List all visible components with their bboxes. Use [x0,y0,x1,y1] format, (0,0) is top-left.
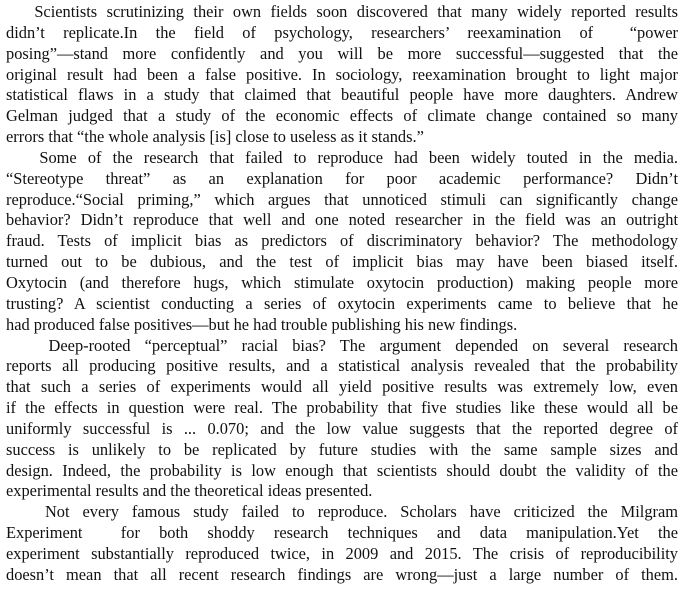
text-line: success is unlikely to be replicated by future studies with the same sample sizes and [6,439,678,459]
text-line: Scientists scrutinizing their own fields soon discovered that many widely reported results [6,2,678,21]
text-line: behavior? Didn’t reproduce that well and one noted researcher in the field was an outright [6,210,678,230]
text-line: statistical flaws in a study that claimed that beautiful people have more daughters. Andrew [6,85,678,105]
text-line: uniformly successful is ... 0.070; and the low value suggests that the reported degree of [6,418,678,438]
text-line: reproduce.“Social priming,” which argues that unnoticed stimuli can significantly change [6,189,678,209]
text-line: reports all producing positive results, and a statistical analysis revealed that the probability [6,356,678,376]
text-line: turned out to be dubious, and the test of implicit bias may have been biased itself. [6,252,678,272]
document-body [6,2,678,586]
text-line: if the effects in question were real. The probability that five studies like these would all be [6,398,678,418]
text-line: trusting? A scientist conducting a series of oxytocin experiments came to believe that he [6,293,678,313]
paragraph-3 [6,336,678,503]
text-line: posing”—stand more confidently and you will be more successful—suggested that the [6,43,678,63]
text-line: doesn’t mean that all recent research findings are wrong—just a large number of them. [6,564,678,584]
text-line: Gelman judged that a study of the economic effects of climate change contained so many [6,106,678,126]
paragraph-1 [6,2,678,148]
text-line: experimental results and the theoretical ideas presented. [6,481,373,501]
text-line: Experiment for both shoddy research techniques and data manipulation.Yet the [6,523,678,543]
paragraph-2 [6,148,678,336]
text-line: fraud. Tests of implicit bias as predictors of discriminatory behavior? The methodology [6,231,678,251]
text-line: Not every famous study failed to reproduce. Scholars have criticized the Milgram [6,502,678,522]
text-line: original result had been a false positive. In sociology, reexamination brought to light major [6,64,678,84]
text-line: Oxytocin (and therefore hugs, which stimulate oxytocin production) making people more [6,272,678,292]
text-line: had produced false positives—but he had trouble publishing his new findings. [6,314,518,334]
text-line: experiment substantially reproduced twice, in 2009 and 2015. The crisis of reproducibility [6,543,678,563]
paragraph-4 [6,502,678,585]
text-line: “Stereotype threat” as an explanation for poor academic performance? Didn’t [6,168,678,188]
text-line: Some of the research that failed to reproduce had been widely touted in the media. [6,147,678,167]
text-line: errors that “the whole analysis [is] close to useless as it stands.” [6,127,424,147]
text-line: Deep-rooted “perceptual” racial bias? The argument depended on several research [6,335,678,355]
text-line: design. Indeed, the probability is low enough that scientists should doubt the validity of the [6,460,678,480]
text-line: that such a series of experiments would all yield positive results was extremely low, even [6,377,678,397]
text-line: didn’t replicate.In the field of psychology, researchers’ reexamination of “power [6,22,678,42]
